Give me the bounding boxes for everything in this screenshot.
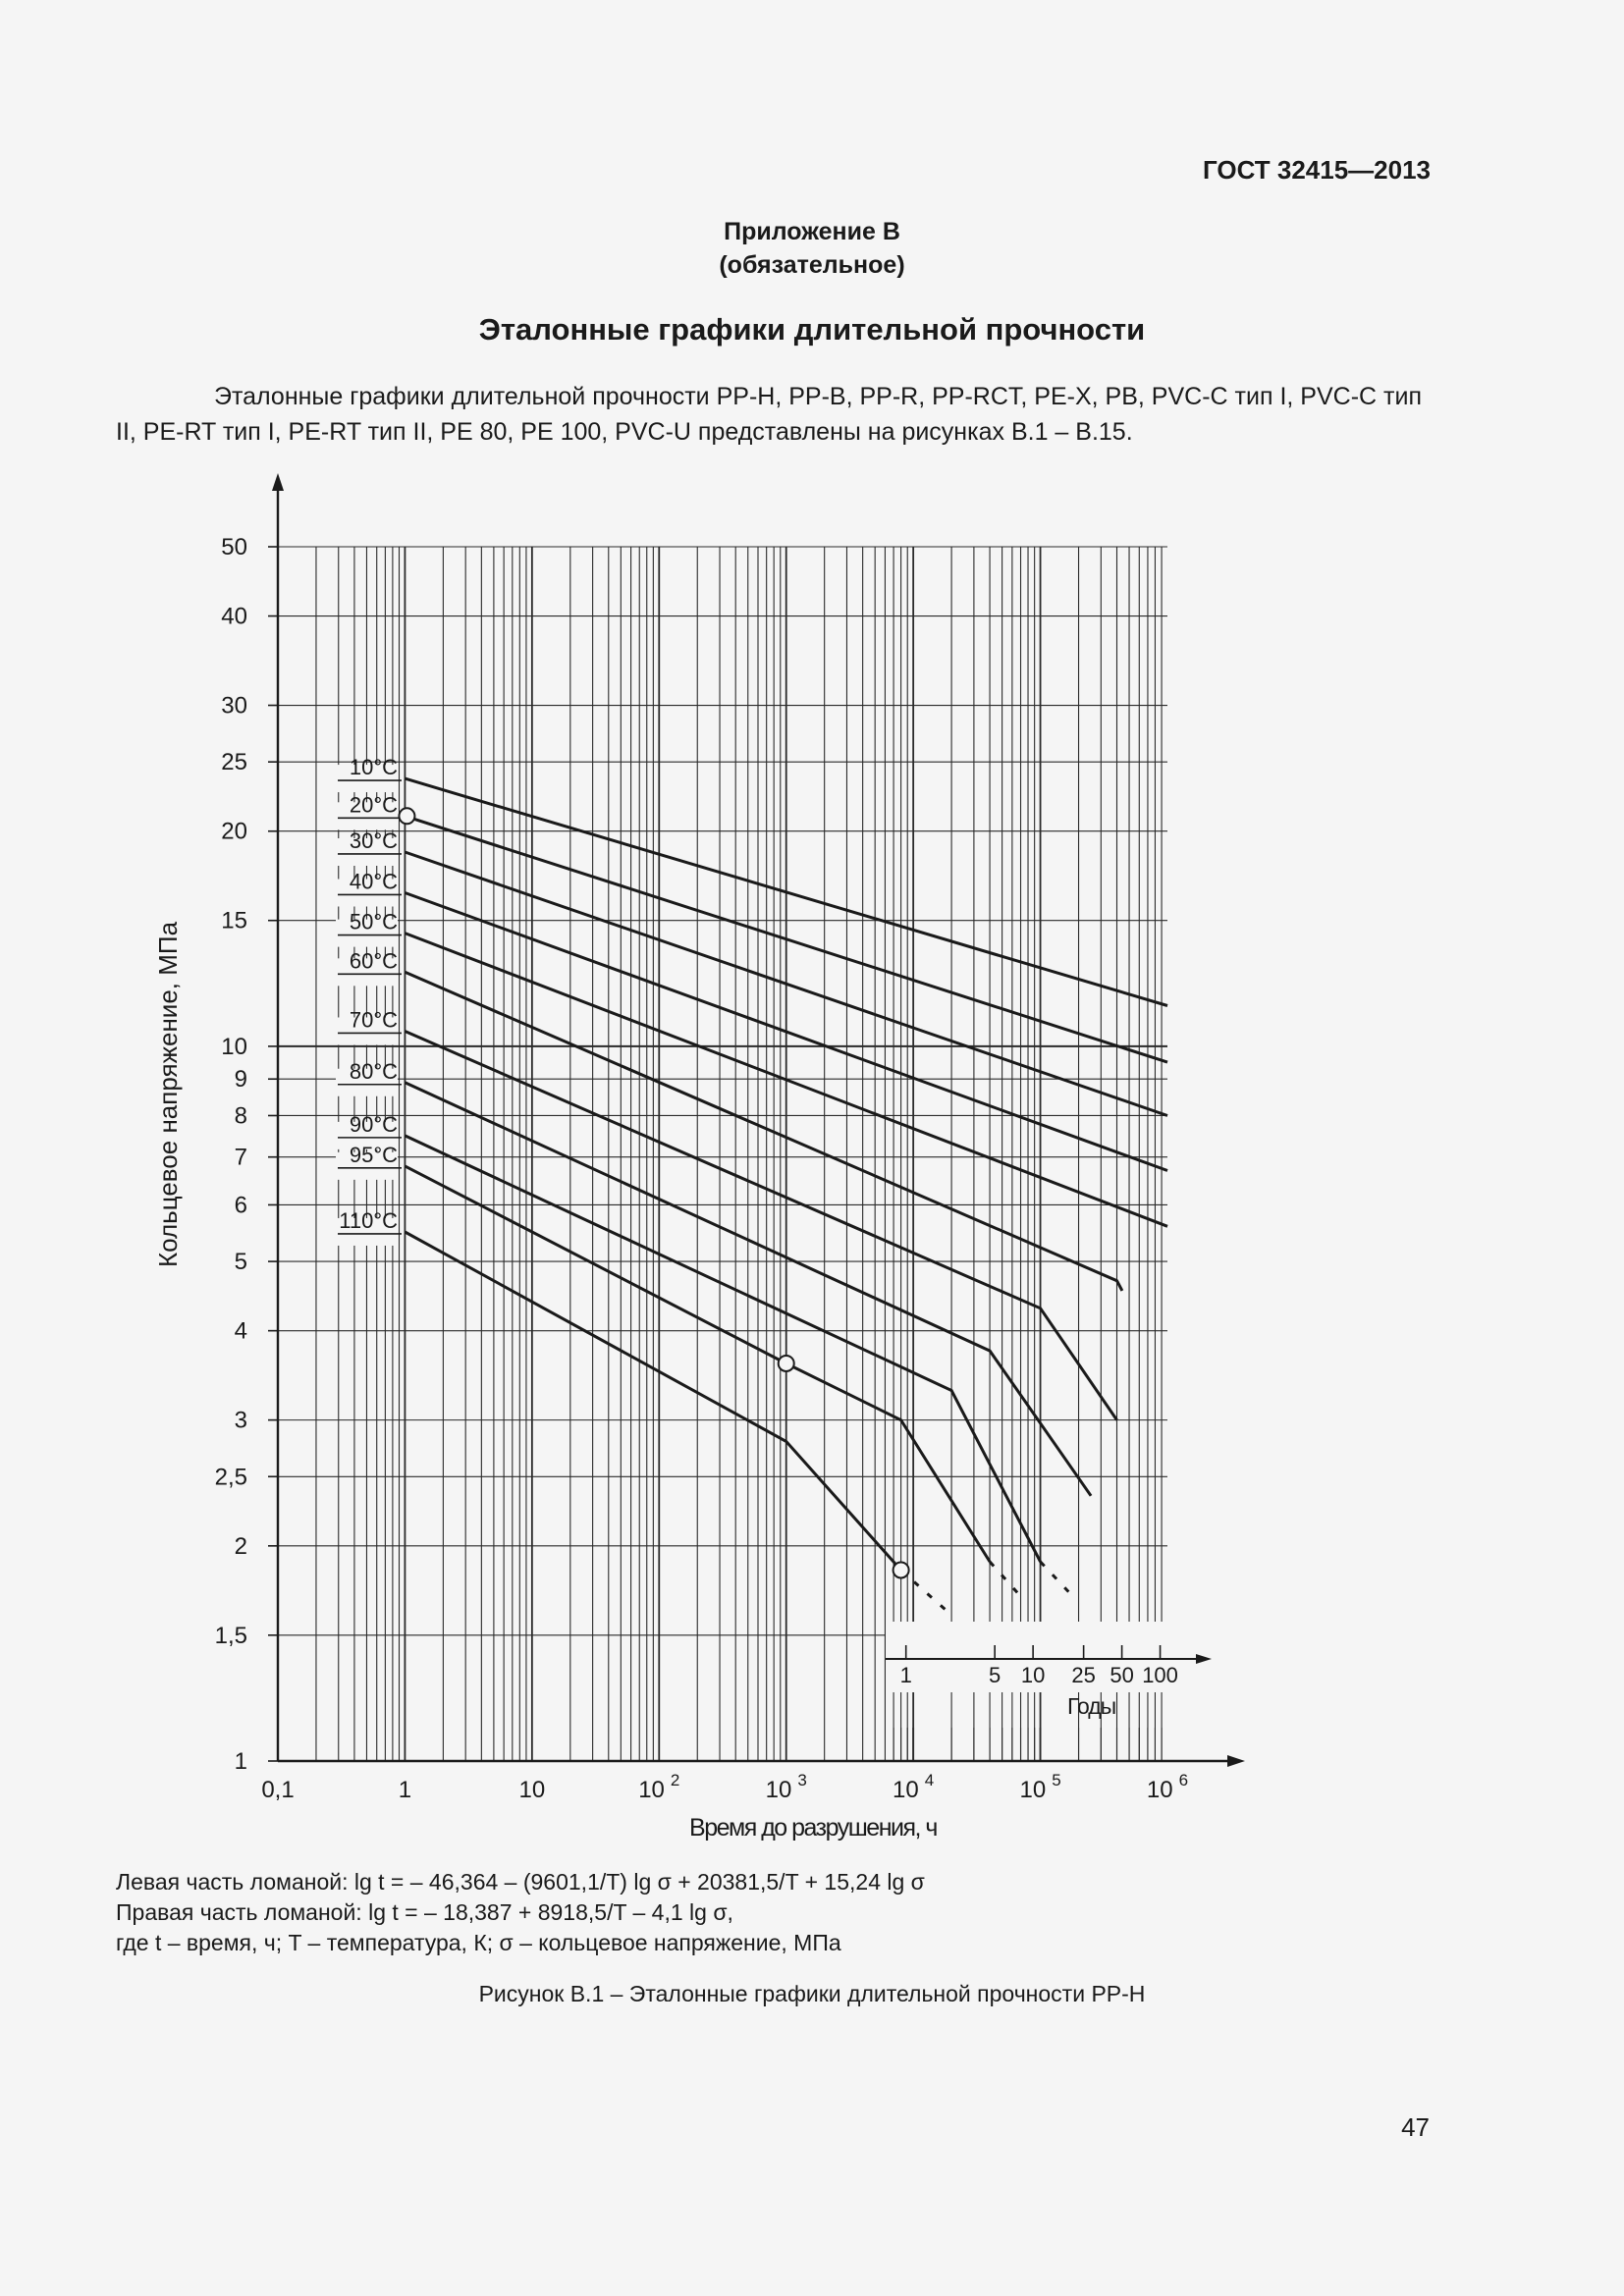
y-tick-label: 9 [234, 1066, 247, 1094]
years-tick-label: 1 [899, 1663, 912, 1687]
y-tick-label: 50 [221, 534, 247, 561]
y-tick-label: 1,5 [214, 1622, 247, 1649]
x-tick-label: 10 $^3$ [765, 1771, 807, 1803]
x-axis-arrow [1227, 1755, 1245, 1767]
y-tick-label: 30 [221, 692, 247, 720]
formula-block [116, 1867, 925, 1958]
x-tick-label: 1 [398, 1777, 412, 1803]
y-tick-label: 10 [221, 1033, 247, 1060]
series-line [405, 1136, 1040, 1562]
y-tick-label: 2 [234, 1532, 247, 1560]
x-tick-exponent: 4 [924, 1771, 935, 1789]
x-tick-exponent: 6 [1178, 1771, 1189, 1789]
y-axis-label: Кольцевое напряжение, МПа [153, 921, 183, 1268]
y-tick-label: 8 [234, 1102, 247, 1130]
x-tick-label: 10 $^4$ [893, 1771, 935, 1803]
series-label-text: 10°C [349, 755, 398, 780]
y-tick-label: 2,5 [214, 1464, 247, 1491]
series-label [336, 1059, 402, 1096]
y-tick-label: 1 [234, 1748, 247, 1775]
grid [278, 547, 1167, 1761]
series-label-text: 60°C [349, 948, 398, 974]
series-dashed-extension [901, 1571, 952, 1616]
series-line [405, 1032, 1116, 1420]
y-tick-label: 6 [234, 1192, 247, 1219]
years-tick-label: 100 [1142, 1663, 1178, 1687]
figure-caption: Рисунок В.1 – Эталонные графики длительной прочности PP-H [478, 1981, 1146, 2006]
x-axis-label: Время до разрушения, ч [689, 1814, 937, 1842]
section-title: Эталонные графики длительной прочности [478, 312, 1146, 347]
x-tick-label: 10 $^6$ [1146, 1771, 1189, 1803]
page-number: 47 [1401, 2112, 1430, 2142]
years-tick-label: 5 [989, 1663, 1001, 1687]
series-label-text: 90°C [349, 1111, 398, 1137]
series-marker [893, 1562, 909, 1577]
series-label [336, 1007, 402, 1044]
series-lines [336, 755, 1167, 1615]
series-label [336, 828, 402, 866]
series-label [336, 948, 402, 986]
series-dashed-extension [1041, 1562, 1073, 1596]
series-label [336, 792, 402, 829]
years-axis [886, 1622, 1212, 1761]
series-label-text: 50°C [349, 909, 398, 934]
x-tick-label: 0,1 [261, 1777, 295, 1803]
x-tick-label: 10 [518, 1777, 546, 1803]
series-dashed-extension [990, 1562, 1020, 1596]
series-marker [399, 808, 414, 824]
y-tick-label: 3 [234, 1407, 247, 1434]
y-tick-label: 5 [234, 1249, 247, 1276]
years-tick-label: 50 [1110, 1663, 1134, 1687]
series-label-text: 40°C [349, 869, 398, 894]
y-tick-label: 15 [221, 907, 247, 934]
series-label-text: 80°C [349, 1058, 398, 1084]
y-tick-label: 40 [221, 603, 247, 630]
series-label-text: 110°C [339, 1207, 398, 1233]
series-label-text: 70°C [349, 1007, 398, 1033]
axes [268, 473, 1245, 1767]
y-tick-label: 25 [221, 749, 247, 776]
x-tick-label: 10 $^5$ [1019, 1771, 1061, 1803]
years-tick-label: 25 [1071, 1663, 1096, 1687]
formula-legend: где t – время, ч; T – температура, К; σ – кольцевое напряжение, МПа [116, 1930, 841, 1955]
series-marker [779, 1356, 794, 1371]
x-tick-exponent: 2 [670, 1771, 680, 1789]
series-label [336, 869, 402, 906]
years-tick-label: 10 [1020, 1663, 1046, 1687]
appendix-title: Приложение В [724, 218, 900, 245]
formula-left: Левая часть ломаной: lg t = – 46,364 – (9601,1/T) lg σ + 20381,5/T + 15,24 lg σ [116, 1869, 925, 1895]
x-tick-exponent: 3 [797, 1771, 807, 1789]
standard-code: ГОСТ 32415—2013 [1203, 155, 1431, 185]
series-label [336, 910, 402, 947]
years-axis-title: Годы [1067, 1693, 1116, 1719]
intro-paragraph: Эталонные графики длительной прочности PP-H, PP-B, PP-R, PP-RCT, PE-X, PB, PVC-C тип I, PVC-C тип II, PE-RT тип I, PE-RT тип II, PE 80, PE 100, PVC-U представлены на рисунках В.1 – В.15. [116, 383, 1422, 446]
series-label-text: 30°C [349, 828, 398, 853]
series-label-text: 95°C [349, 1142, 398, 1167]
y-axis-arrow [272, 473, 284, 491]
series-label [336, 1208, 402, 1246]
formula-right: Правая часть ломаной: lg t = – 18,387 + 8918,5/T – 4,1 lg σ, [116, 1899, 733, 1925]
series-label-text: 20°C [349, 792, 398, 818]
series-label [336, 755, 402, 792]
years-axis-arrow [1196, 1654, 1212, 1664]
y-tick-label: 4 [234, 1317, 247, 1345]
appendix-status: (обязательное) [719, 251, 905, 279]
y-tick-label: 7 [234, 1144, 247, 1171]
x-tick-label: 10 $^2$ [638, 1771, 680, 1803]
x-tick-exponent: 5 [1052, 1771, 1061, 1789]
y-tick-label: 20 [221, 818, 247, 845]
